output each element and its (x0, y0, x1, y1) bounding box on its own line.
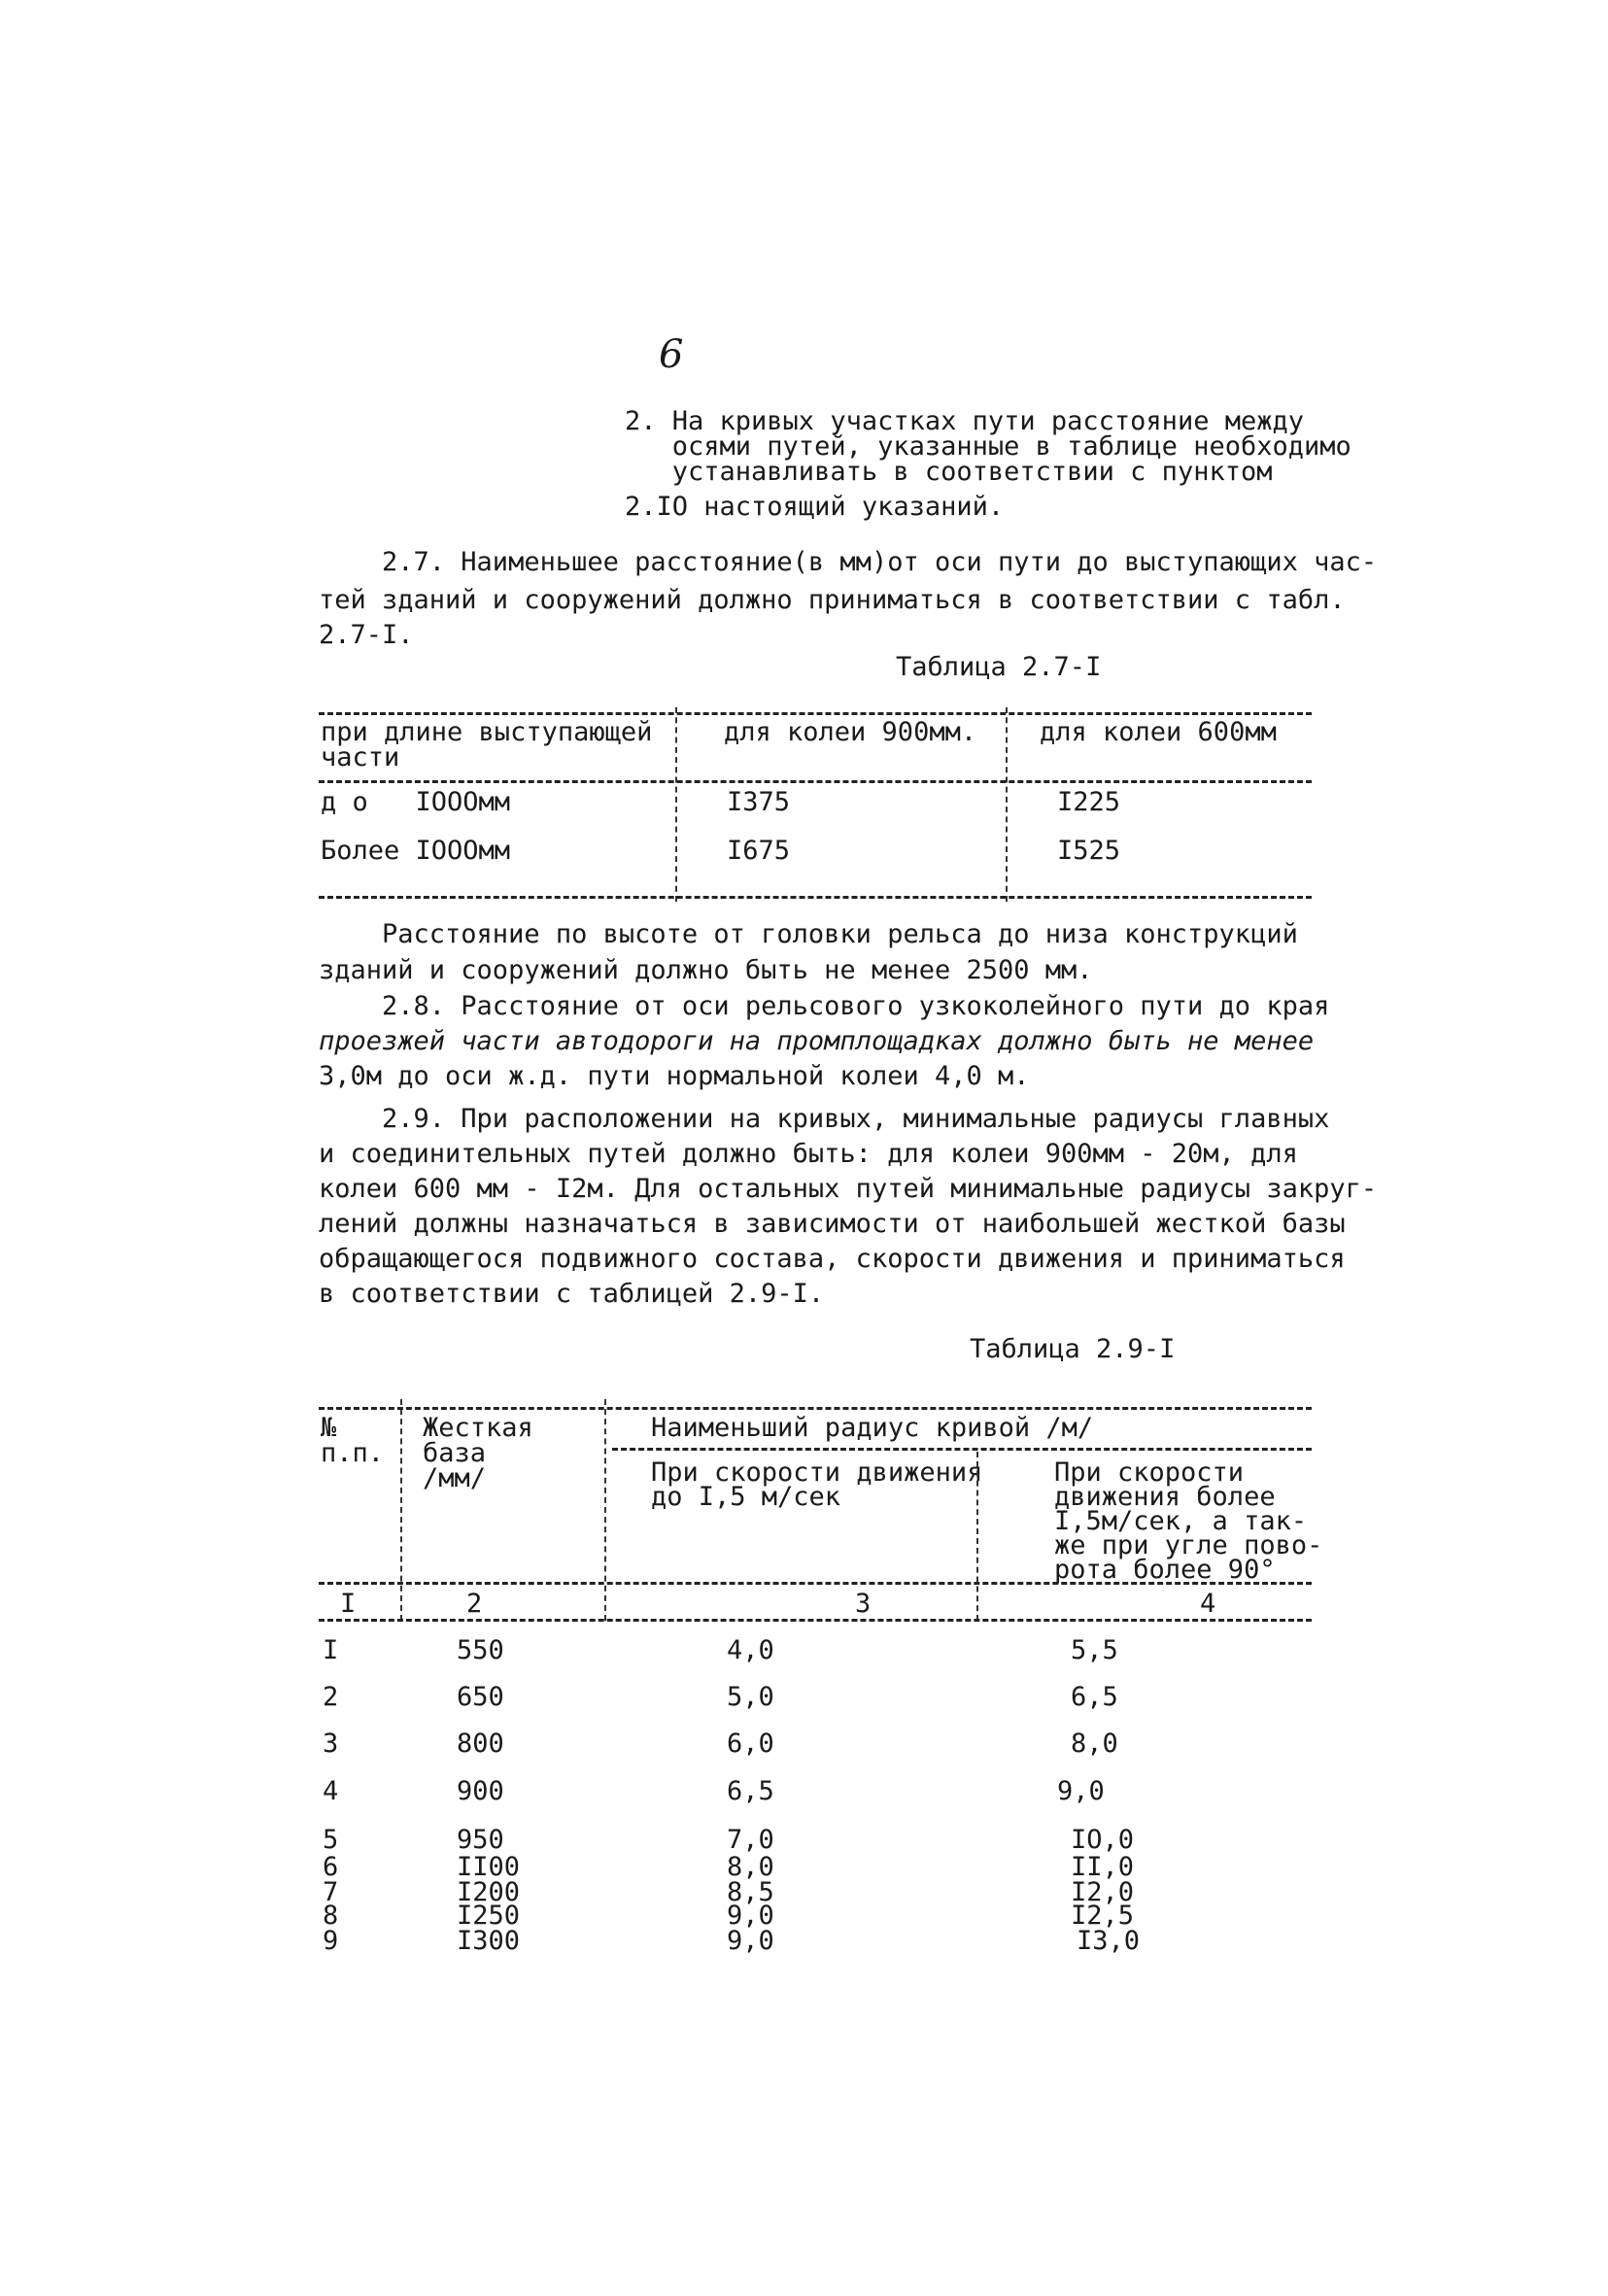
table-cell: 6,5 (727, 1776, 774, 1806)
table-cell: 8,5 (727, 1877, 774, 1907)
note-line: осями путей, указанные в таблице необходимо (625, 431, 1351, 462)
table-header-cell: движения более (1054, 1482, 1276, 1512)
table-header-cell: При скорости (1054, 1457, 1245, 1488)
table-cell: 4,0 (727, 1635, 774, 1665)
paragraph-line: обращающегося подвижного состава, скорости движения и приниматься (319, 1244, 1346, 1274)
table-header-cell: Жесткая (423, 1413, 533, 1443)
table-cell: 800 (457, 1729, 504, 1759)
table-cell: 9 (323, 1926, 339, 1956)
table-cell: 5,0 (727, 1682, 774, 1712)
paragraph-line: зданий и сооружений должно быть не менее 2500 мм. (319, 955, 1093, 985)
table-header-cell: же при угле пово- (1054, 1530, 1323, 1560)
table-cell: 650 (457, 1682, 504, 1712)
table-header-cell: части (321, 742, 400, 772)
column-number: I (340, 1589, 357, 1619)
table-rule (612, 1448, 1312, 1451)
table-header-cell: Наименьший радиус кривой /м/ (651, 1413, 1094, 1443)
paragraph-line: лений должны назначаться в зависимости от наибольшей жесткой базы (319, 1209, 1346, 1239)
table-cell: 950 (457, 1825, 504, 1855)
table-cell: 5,5 (1071, 1635, 1118, 1665)
table-cell: I2,5 (1071, 1901, 1135, 1931)
table-header-cell: I,5м/сек, а так- (1054, 1506, 1308, 1536)
table-column-divider (604, 1399, 606, 1621)
table-cell: 900 (457, 1776, 504, 1806)
table-cell: 2 (323, 1682, 339, 1712)
table-cell: 6,0 (727, 1729, 774, 1759)
paragraph-line: 2.7. Наименьшее расстояние(в мм)от оси пути до выступающих час- (319, 547, 1378, 577)
column-number: 2 (466, 1589, 483, 1619)
table-cell: 9,0 (1057, 1776, 1105, 1806)
table-header-cell: при длине выступающей (321, 717, 653, 747)
table-rule (319, 896, 1312, 899)
paragraph-line: и соединительных путей должно быть: для колеи 900мм - 20м, для (319, 1139, 1298, 1169)
table-cell: IO,0 (1071, 1825, 1135, 1855)
table-cell: I525 (1057, 836, 1121, 866)
table-cell: II,0 (1071, 1852, 1135, 1882)
table-header-cell: При скорости движения (651, 1457, 983, 1488)
table-cell: 5 (323, 1825, 339, 1855)
table-header-cell: рота более 90° (1054, 1555, 1276, 1585)
table-cell: д о IOOOмм (321, 787, 511, 817)
table-header-cell: база (423, 1438, 487, 1468)
table-caption: Таблица 2.9-I (970, 1334, 1176, 1364)
table-cell: II00 (457, 1852, 521, 1882)
table-header-cell: до I,5 м/сек (651, 1482, 841, 1512)
table-cell: I2,0 (1071, 1877, 1135, 1907)
note-line: устанавливать в соответствии с пунктом (625, 457, 1273, 487)
table-header-cell: № (321, 1413, 337, 1443)
paragraph-line: 2.8. Расстояние от оси рельсового узкоколейного пути до края (319, 991, 1330, 1021)
table-cell: 7 (323, 1877, 339, 1907)
table-cell: I225 (1057, 787, 1121, 817)
table-header-cell: п.п. (321, 1438, 385, 1468)
table-rule (319, 780, 1312, 783)
table-cell: I250 (457, 1901, 521, 1931)
paragraph-line: 2.9. При расположении на кривых, минимальные радиусы главных (319, 1104, 1330, 1134)
paragraph-line: тей зданий и сооружений должно приниматься в соответствии с табл. (319, 585, 1346, 615)
column-number: 4 (1200, 1589, 1216, 1619)
paragraph-line: 2.7-I. (319, 620, 414, 650)
table-rule (319, 1407, 1312, 1410)
paragraph-line: в соответствии с таблицей 2.9-I. (319, 1279, 825, 1309)
table-cell: 3 (323, 1729, 339, 1759)
table-cell: I (323, 1635, 339, 1665)
table-cell: 8 (323, 1901, 339, 1931)
table-cell: 8,0 (1071, 1729, 1118, 1759)
table-header-cell: для колеи 900мм. (724, 717, 977, 747)
table-cell: 6 (323, 1852, 339, 1882)
paragraph-line: Расстояние по высоте от головки рельса до низа конструкций (319, 919, 1298, 949)
table-cell: 4 (323, 1776, 339, 1806)
table-rule (319, 712, 1312, 715)
table-cell: 7,0 (727, 1825, 774, 1855)
table-column-divider (1006, 707, 1008, 902)
table-cell: 6,5 (1071, 1682, 1118, 1712)
paragraph-line: 3,0м до оси ж.д. пути нормальной колеи 4,0 м. (319, 1061, 1030, 1091)
table-column-divider (400, 1399, 402, 1621)
note-line: 2.IO настоящий указаний. (625, 492, 1005, 522)
paragraph-line: колеи 600 мм - I2м. Для остальных путей минимальные радиусы закруг- (319, 1174, 1378, 1204)
table-cell: I375 (727, 787, 791, 817)
table-cell: I300 (457, 1926, 521, 1956)
table-rule (319, 1619, 1312, 1622)
table-cell: Более IOOOмм (321, 836, 511, 866)
paragraph-line: проезжей части автодороги на промплощадках должно быть не менее (319, 1026, 1315, 1056)
table-cell: 550 (457, 1635, 504, 1665)
table-cell: I675 (727, 836, 791, 866)
table-cell: 9,0 (727, 1926, 774, 1956)
table-column-divider (675, 707, 677, 902)
page-number: 6 (659, 332, 684, 377)
table-column-divider (976, 1452, 978, 1621)
table-header-cell: /мм/ (423, 1463, 487, 1493)
note-line: 2. На кривых участках пути расстояние между (625, 406, 1304, 436)
table-cell: I200 (457, 1877, 521, 1907)
column-number: 3 (855, 1589, 872, 1619)
table-rule (319, 1582, 1312, 1585)
table-cell: I3,0 (1077, 1926, 1141, 1956)
table-cell: 9,0 (727, 1901, 774, 1931)
table-caption: Таблица 2.7-I (896, 652, 1102, 682)
table-header-cell: для колеи 600мм (1040, 717, 1277, 747)
table-cell: 8,0 (727, 1852, 774, 1882)
